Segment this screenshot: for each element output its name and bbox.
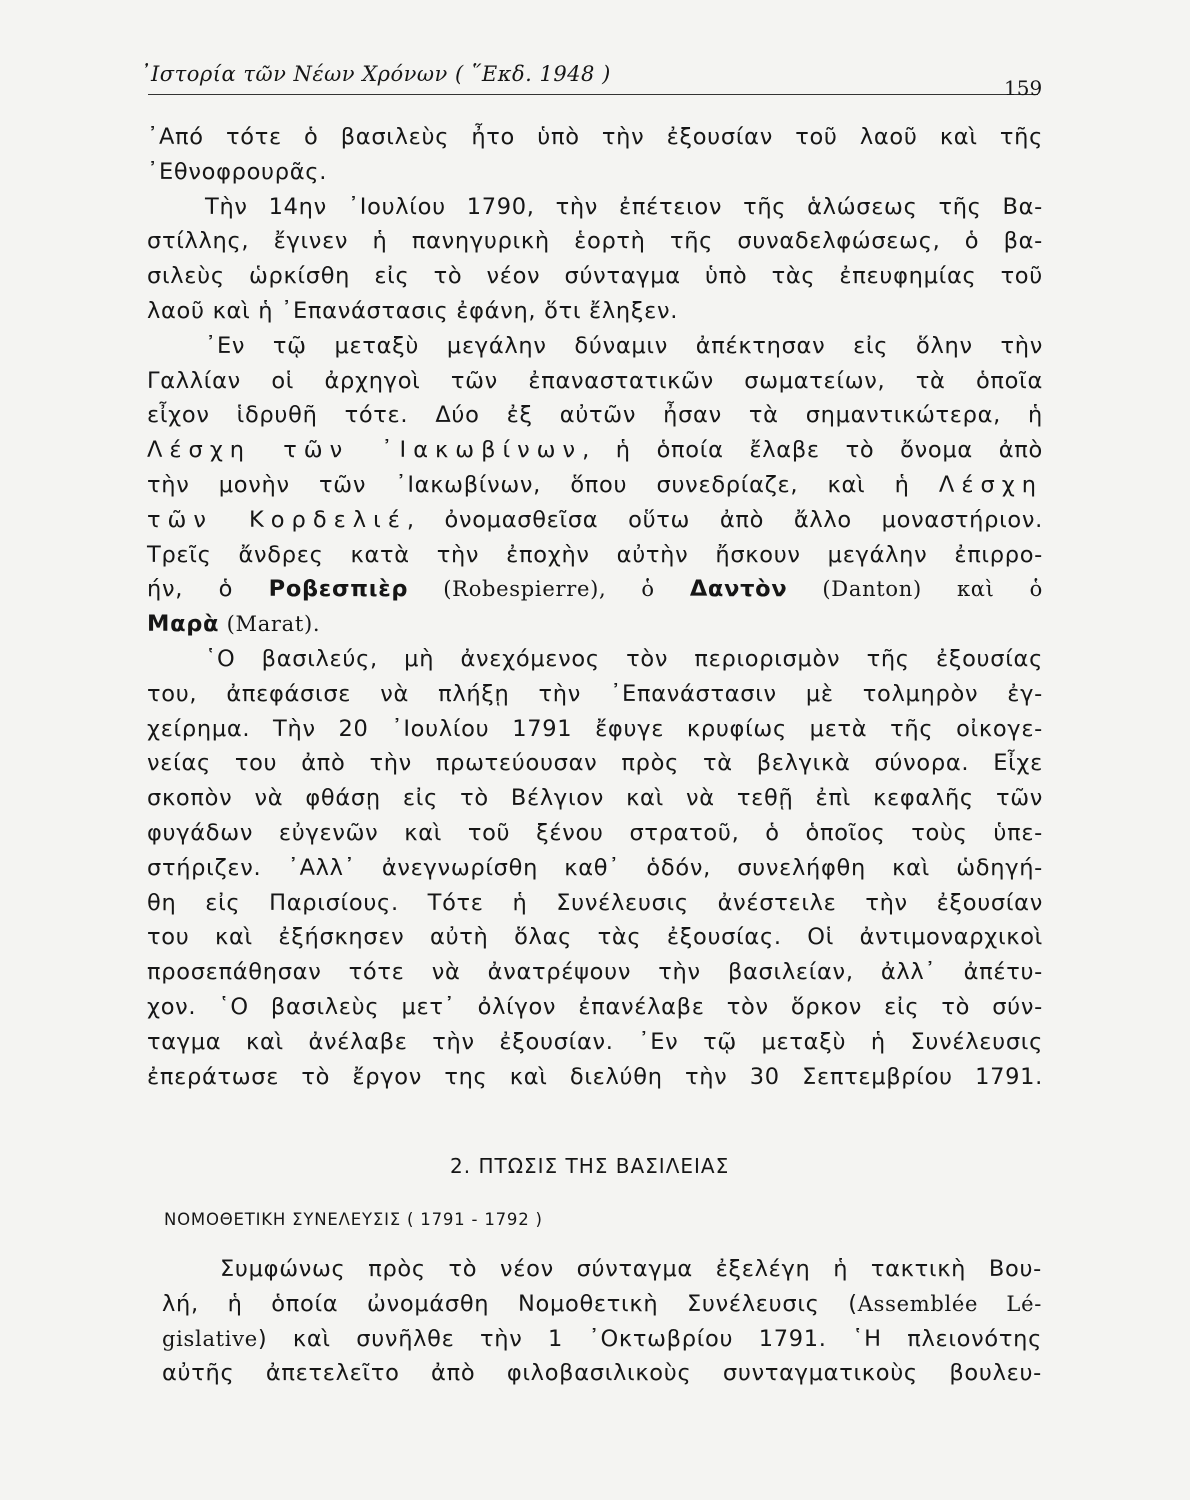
text-line: Γαλλίαν οἱ ἀρχηγοὶ τῶν ἐπαναστατικῶν σωματείων, τὰ ὁποῖα [147,367,1043,394]
text-line: στίλλης, ἔγινεν ἡ πανηγυρικὴ ἑορτὴ τῆς συναδελφώσεως, ὁ βα- [147,228,1043,255]
section1-text [147,120,1043,1094]
text-line: ᾽Εν τῷ μεταξὺ μεγάλην δύναμιν ἀπέκτησαν εἰς ὅλην τὴν [205,332,1043,359]
text-span: (Robespierre), ὁ [408,577,690,602]
text-line: φυγάδων εὐγενῶν καὶ τοῦ ξένου στρατοῦ, ὁ ὁποῖος τοὺς ὑπε- [147,819,1043,846]
text-line: ᾽Από τότε ὁ βασιλεὺς ἦτο ὑπὸ τὴν ἐξουσίαν τοῦ λαοῦ καὶ τῆς [147,124,1043,150]
club-name-cordeliers: τῶν Κορδελιέ [147,506,407,533]
text-line [147,503,1043,538]
name-robespierre: Ροβεσπιὲρ [268,576,409,603]
running-title: ᾽Ιστορία τῶν Νέων Χρόνων ( ῞Εκδ. 1948 ) [140,62,611,86]
text-line: του καὶ ἐξήσκησεν αὐτὴ ὅλας τὰς ἐξουσίας. Οἱ ἀντιμοναρχικοὶ [147,924,1043,951]
page-number: 159 [1004,76,1043,100]
name-marat: Μαρὰ [147,611,220,638]
text-line: ῾Ο βασιλεύς, μὴ ἀνεχόμενος τὸν περιορισμὸν τῆς ἐξουσίας [205,645,1043,672]
text-line: λαοῦ καὶ ἡ ᾽Επανάστασις ἐφάνη, ὅτι ἔληξεν. [147,297,679,324]
text-line [162,1322,1042,1357]
text-line [147,607,1043,642]
name-danton: Δαντὸν [689,576,788,603]
text-line: θη εἰς Παρισίους. Τότε ἡ Συνέλευσις ἀνέστειλε τὴν ἐξουσίαν [147,889,1043,916]
text-span: (Marat). [219,612,321,637]
text-line: του, ἀπεφάσισε νὰ πλήξῃ τὴν ᾽Επανάστασιν μὲ τολμηρὸν ἐγ- [147,680,1043,707]
text-span: (Danton) καὶ ὁ [787,577,1043,602]
text-line: στήριζεν. ᾽Αλλ᾽ ἀνεγνωρίσθη καθ᾽ ὁδόν, συνελήφθη καὶ ὡδηγή- [147,854,1043,881]
club-name-jacobins: Λέσχη τῶν ᾽Ιακωβίνων [147,437,583,464]
text-line: Τὴν 14ην ᾽Ιουλίου 1790, τὴν ἐπέτειον τῆς ἁλώσεως τῆς Βα- [205,193,1043,220]
text-line [147,433,1043,468]
text-line: Τρεῖς ἄνδρες κατὰ τὴν ἐποχὴν αὐτὴν ἤσκουν μεγάλην ἐπιρρο- [147,541,1043,568]
text-line: σιλεὺς ὡρκίσθη εἰς τὸ νέον σύνταγμα ὑπὸ τὰς ἐπευφημίας τοῦ [147,263,1043,290]
text-span: Assemblée Lé- [857,1291,1042,1316]
section2-text [162,1252,1042,1391]
text-line: ἐπεράτωσε τὸ ἔργον της καὶ διελύθη τὴν 30 Σεπτεμβρίου 1791. [147,1063,1043,1090]
header-rule [148,94,1038,95]
text-span: τὴν μονὴν τῶν ᾽Ιακωβίνων, ὅπου συνεδρίαζε, καὶ ἡ [147,471,939,498]
running-header [140,62,1043,102]
text-span: λή, ἡ ὁποία ὠνομάσθη Νομοθετικὴ Συνέλευσις ( [162,1290,858,1317]
club-name-lesxi: Λέσχη [938,471,1043,498]
text-line [147,572,1043,607]
text-line: Συμφώνως πρὸς τὸ νέον σύνταγμα ἐξελέγη ἡ τακτικὴ Βου- [220,1256,1042,1282]
text-span: gislative [162,1326,258,1351]
text-line: νείας του ἀπὸ τὴν πρωτεύουσαν πρὸς τὰ βελγικὰ σύνορα. Εἶχε [147,750,1043,777]
text-line: σκοπὸν νὰ φθάσῃ εἰς τὸ Βέλγιον καὶ νὰ τεθῇ ἐπὶ κεφαλῆς τῶν [147,785,1043,812]
text-line: χον. ῾Ο βασιλεὺς μετ᾽ ὀλίγον ἐπανέλαβε τὸν ὅρκον εἰς τὸ σύν- [147,993,1043,1020]
text-line: ᾽Εθνοφρουρᾶς. [147,158,328,185]
text-line: ταγμα καὶ ἀνέλαβε τὴν ἐξουσίαν. ᾽Εν τῷ μεταξὺ ἡ Συνέλευσις [147,1028,1043,1055]
text-span: ήν, ὁ [147,576,269,603]
text-span: ) καὶ συνῆλθε τὴν 1 ᾽Οκτωβρίου 1791. ῾Η πλειονότης [257,1325,1042,1352]
text-line: εἶχον ἱδρυθῆ τότε. Δύο ἐξ αὐτῶν ἦσαν τὰ σημαντικώτερα, ἡ [147,402,1043,429]
text-line [162,1287,1042,1322]
text-line: προσεπάθησαν τότε νὰ ἀνατρέψουν τὴν βασιλείαν, ἀλλ᾽ ἀπέτυ- [147,959,1043,986]
sub-heading: ΝΟΜΟΘΕΤΙΚΗ ΣΥΝΕΛΕΥΣΙΣ ( 1791 - 1792 ) [164,1210,543,1229]
text-span: , ὀνομασθεῖσα οὕτω ἀπὸ ἄλλο μοναστήριον. [406,506,1043,533]
text-span: , ἡ ὁποία ἔλαβε τὸ ὄνομα ἀπὸ [582,437,1043,464]
text-line: χείρημα. Τὴν 20 ᾽Ιουλίου 1791 ἔφυγε κρυφίως μετὰ τῆς οἰκογε- [147,715,1043,742]
section-heading: 2. ΠΤΩΣΙΣ ΤΗΣ ΒΑΣΙΛΕΙΑΣ [450,1154,730,1178]
text-line [147,468,1043,503]
text-line: αὐτῆς ἀπετελεῖτο ἀπὸ φιλοβασιλικοὺς συνταγματικοὺς βουλευ- [162,1360,1042,1387]
